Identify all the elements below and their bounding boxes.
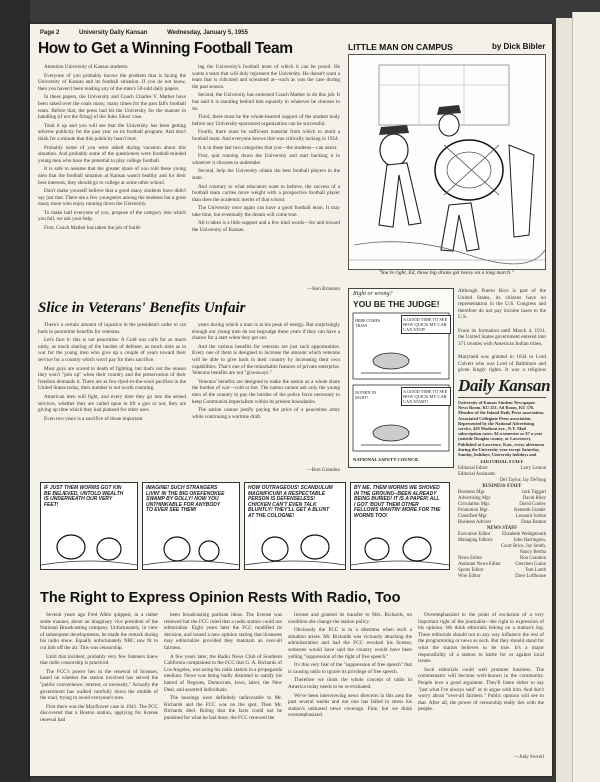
- staff-role: NEWS STAFF: [486, 526, 518, 531]
- comic-strip: [40, 482, 450, 570]
- paragraph: American men will fight, and every time they go into the armed services, whether they are called upon to lift a gun or not, they are giving up time which they had planned for other uses.: [38, 393, 186, 414]
- safety-q1: A GOOD TIME TO SEE HOW QUICK MY CAR CAN STOP!: [401, 315, 451, 334]
- headline-veterans: Slice in Veterans' Benefits Unfair: [38, 300, 246, 316]
- page-edge-outer: [572, 12, 600, 782]
- paragraph: Don't make yourself believe that a good many students have didn't say just that. There are a few youngsters among the students but a great many more who enjoy running down the University.: [38, 188, 186, 208]
- scanner-background: [0, 0, 30, 782]
- paragraph: Total it up and you will see that the University has been getting adverse publicity for the past year on its football program. And don't think for a minute that this publicity hasn't hurt.: [38, 122, 186, 142]
- masthead-rule: [458, 397, 546, 398]
- newspaper-page: [30, 24, 552, 776]
- paragraph: The University once again can have a good football team. It may take time, but eventually the dream will come true.: [192, 205, 340, 218]
- safety-top: Right or wrong?: [353, 291, 393, 297]
- safety-sign1: HERE COMES TRAIN: [355, 318, 381, 328]
- comic-panel-4: [350, 482, 450, 570]
- comic-drawing-3: [245, 525, 345, 569]
- paragraph: And contrary to what educators want to believe, the success of a football team carries more weight with a prospective football player than does the academic merits of that school.: [192, 183, 340, 203]
- staff-role: Managing Editors: [458, 538, 493, 543]
- paragraph: All it takes is a little support and a few kind words—for and toward the University of Kansas.: [192, 220, 340, 234]
- paragraph: First, Coach Mather has taken the job of build-: [44, 225, 142, 232]
- comic-panel-1: [40, 482, 138, 570]
- staff-role: Circulation Mgr.: [458, 502, 490, 507]
- headline-football: How to Get a Winning Football Team: [38, 40, 293, 57]
- paragraph: First, quit running down the University and start backing it in whatever it chooses to undertake.: [192, 153, 340, 166]
- issue-date: Wednesday, January 5, 1955: [167, 30, 248, 36]
- paragraph: been broadcasting partisan ideas. The license was renewed but the FCC ruled that a radio station could not editorialize. Eight years later the FCC modified its decision, and issued a new opinion stating that licensees may editorialize provided they maintain an over-all fairness.: [164, 612, 282, 651]
- paragraph: Let's face it: this is not peacetime. A Cold war calls for as much unity, as much sharing of the burden of defense, as much time as in war for the young men who give up a couple of years toward their service for a country which won't pay for their sacrifice.: [38, 337, 186, 363]
- staff-person: Dave Lofthouse: [515, 574, 546, 578]
- paragraph: Second, the University has endorsed Coach Mather to do this job. It has said it is standing behind him squarely in whatever he chooses to do.: [192, 92, 340, 112]
- paragraph: Second, help the University obtain the best football players in the state.: [192, 168, 340, 181]
- staff-role: Advertising Mgr.: [458, 496, 492, 501]
- safety-q2: A GOOD TIME TO SEE HOW QUICK MY CAR CAN START!: [401, 387, 451, 406]
- paragraph: It is in these last two categories that you—the students—can assist.: [198, 144, 338, 151]
- staff-person: Kenneth Gunder: [514, 508, 546, 513]
- staff-person: Court Brice, Jay Smith,: [500, 544, 546, 549]
- paragraph: Obviously the FCC is in a dilemma when such a situation arises. Mr. Richards was viciously attacking the administration and had the FCC revoked his license, someone would have said the country would have been yelling "suppression of the right of free speech.": [288, 627, 412, 660]
- article2-signature: —Ron Grandon: [306, 467, 340, 473]
- staff-role: Classified Mgr.: [458, 514, 488, 519]
- staff-person: Larry Lemon: [520, 466, 546, 471]
- paragraph: license and granted its transfer to Mrs. Richards, on condition she change the station policy.: [288, 612, 412, 625]
- article2-col2: [192, 322, 340, 468]
- safety-title: YOU BE THE JUDGE!: [353, 299, 440, 309]
- comic-text-2: IMAGINE! SUCH STRANGERS LIVIN' IN THE BIG OKEFENOKEE SWAMP BY GOLLY! NOW YOU UNTHINKABLE FOR ANYBODY TO EVER SEE THEM!: [146, 485, 225, 514]
- paragraph: The nation cannot justify paying the price of a peacetime army while continuing a wartime draft.: [192, 407, 340, 420]
- staff-role: Business Adviser: [458, 520, 492, 525]
- staff-role: Editorial Assistants: [458, 472, 496, 477]
- safety-cartoon-box: [348, 288, 454, 468]
- staff-list: [458, 460, 546, 578]
- staff-role: Business Mgr.: [458, 490, 486, 495]
- staff-person: Dana Beaton: [521, 520, 546, 525]
- comic-drawing-2: [143, 525, 239, 569]
- paragraph: ing the University's football team of which it can be proud. He wants a team that will duly represent the University. He doesn't want a team that is ridiculed and screamed at—such as was the case during the past season.: [192, 64, 340, 90]
- sidebar-facts: Although Puerto Rico is part of the United States, its citizens have no representation in the U.S. Congress and therefore do not pay income taxes to the U.S. From its formation until March 4, 1911, the United States government entered into 371 treaties with American Indian tribes. Maryland was granted in 1634 to Lord Calvert who was Lord of Baltimore and given kingly rights. It was a religious: [458, 288, 546, 374]
- paragraph: Overemphasized to the point of exclusion of a very important right of the journalist—the right to expression of his opinion. We think editorials belong on a station's log. These editorials should not in any way influence the rest of the programming or news as such. But they should stand for what the station believes to be true. It's a major responsibility of a station to battle for or against local issues.: [418, 612, 544, 665]
- cartoon-author: by Dick Bibler: [492, 42, 546, 51]
- article3-signature: —Judy Ferrell: [513, 754, 544, 760]
- comic-drawing-4: [351, 527, 449, 569]
- masthead-title: Daily Kansan: [458, 376, 551, 395]
- paragraph: Veterans' benefits are designed to make the nation as a whole share the burden of war—cold or hot. The nation cannot ask only the young men of the country to pay the burden of the police force necessary to keep Communist imperialism within its present boundaries.: [192, 378, 340, 405]
- paragraph: It is safe to assume that the greater share of you told these young men that the football situation at Kansas wasn't healthy and for their best interests, they should go to college at some other school.: [38, 166, 186, 186]
- paper-name: University Daily Kansan: [79, 30, 148, 36]
- staff-role: Editorial Editor: [458, 466, 488, 471]
- staff-person: Ron Grandon: [520, 556, 546, 561]
- paragraph: Attention University of Kansas students:: [44, 64, 129, 70]
- staff-row: [458, 574, 546, 578]
- staff-person: Del Taylor, Jay DeYong: [499, 478, 546, 483]
- paragraph: To make half everyone of you, propose of the category into which you fall, we ask your help.: [38, 209, 186, 223]
- staff-role: Executive Editor: [458, 532, 491, 537]
- article1-signature: —Ken Brannon: [307, 286, 340, 292]
- comic-panel-3: [244, 482, 346, 570]
- staff-person: Nancy Bertha: [519, 550, 546, 555]
- staff-role: Sports Editor: [458, 568, 484, 573]
- page-header: [40, 30, 266, 36]
- staff-rows: [458, 466, 546, 578]
- comic-text-4: BY ME, THEM WORMS WE SHOVED IN THE GROUND--BEEN ALREADY BEING BURIED! IT IS A PAPER! ALL I GOT 'BOUT THEM OTHER FELLOWS WANTIN' MORE FOR THE WORMS TOO!: [354, 485, 441, 519]
- cartoon-caption: "You're right, Ed, those big drums get heavy on a long march.": [378, 270, 514, 276]
- staff-person: Tom Lamb: [524, 568, 546, 573]
- paragraph: Until that incident, probably very few listeners knew that radio censorship is practiced.: [40, 653, 158, 667]
- paragraph: Most guys are scared to death of fighting, but that's not the reason they won't "join up" when their country and the preservation of their freedom demands it. There are as few dyed-in-the-wool pacifists in the United States today, their number is not worth counting.: [38, 365, 186, 392]
- masthead-info: University of Kansas Student Newspaper. News Room, KU 251. Ad Room, KU 376. Member of the Inland Daily Press association. Associated Collegiate Press association. Represented by the National Advertising service, 420 Madison ave., N.Y. Mail subscription rates: $4 a semester or $7 a year (outside Douglas county, or Lawrence). Published at Lawrence, Kan., every afternoon during the University year except Saturday, Sunday, holidays, University holidays and: [458, 400, 545, 458]
- paragraph: We've been interviewing news directors in this area the past several weeks and not one has failed to stress his station's unbiased news coverage. Fine, but we think overemphasized.: [288, 692, 412, 719]
- article1-col2: [192, 64, 340, 286]
- comic-text-3: HOW OUTRAGEOUS! SCANDULUM MAGNIFICUM! A RESPECTABLE PERSON IS DEFENSELESS! CHICKEN CAN'T EVEN TALK BLUNTLY! THEY'LL GET A BLUNT AT THE COLOGNE!: [248, 485, 333, 519]
- little-man-cartoon: [348, 54, 546, 270]
- paragraph: And the various benefits for veterans are just such opportunities. Every one of them is designed to increase the amount which veterans will be able to give back to their country by increasing their own capabilities. That's one of the remarkable features of private enterprise. Veterans benefits are not "giveaways.": [192, 343, 340, 377]
- staff-role: Promotion Mgr.: [458, 508, 489, 513]
- paragraph: Third, there must be the whole-hearted support of the student body before any University-sponsored organization can be successful.: [192, 114, 340, 127]
- comic-drawing-1: [41, 521, 137, 569]
- staff-role: Assistant News Editor: [458, 562, 501, 567]
- staff-person: Gretchen Guinn: [515, 562, 546, 567]
- editorial-staff-heading: EDITORIAL STAFF: [480, 460, 524, 465]
- paragraph: Such editorials could well promote business. The commentator will become well-known in the community. People love a good argument. They'll listen either to say "just what I've always said" or to argue with him. And don't worry about "over-all fairness." Public opinion will see to that. After all, the power of censorship really lies with the people.: [418, 666, 544, 713]
- paragraph: Fourth, there must be sufficient material from which to mold a football team. And everyone knows that was critically lacking in 1954.: [192, 129, 340, 142]
- article3-col3: [288, 612, 412, 762]
- comic-panel-2: [142, 482, 240, 570]
- article3-col4: [418, 612, 544, 754]
- marching-band-drawing: [349, 55, 545, 269]
- paragraph: In these papers, the University and Coach Charles V. Mather have been raked over the coals many, many times for the past fall's football team. Before that, the press had hit the University for the manner in handling (if not the firing) of the Jules Sikes' case.: [38, 94, 186, 121]
- staff-person: Jack Taggart: [521, 490, 546, 495]
- paragraph: Several years ago Fred Allen quipped, in a rather snide manner, about an imaginary vice president of the National Broadcasting company. Unfortunately, in view of subsequent developments, he made the remark during his radio show. Equally unfortunately NBC saw fit to cut him off the air. This was censorship.: [40, 612, 158, 651]
- staff-role: BUSINESS STAFF: [482, 484, 522, 489]
- safety-footer: NATIONAL SAFETY COUNCIL: [353, 457, 420, 462]
- article1-col1: [38, 64, 186, 286]
- paragraph: Even two years is a sacrifice of those important: [44, 415, 143, 422]
- staff-person: Leonard Jordan: [516, 514, 546, 519]
- staff-role: Wire Editor: [458, 574, 481, 578]
- paragraph: It's this very fear of the "suppression of free speech" that is causing radio to ignore its privilege of free speech.: [288, 662, 412, 675]
- paragraph: Everyone of you probably knows the problem that is facing the University of Kansas and its football situation. If you do not know, then you haven't been reading any of the state's 50-odd daily papers.: [38, 72, 186, 92]
- paragraph: There's a certain amount of injustice in the president's order to cut back in peacetime benefits for veterans.: [38, 322, 186, 335]
- staff-person: David Riley: [522, 496, 546, 501]
- article3-col2: [164, 612, 282, 762]
- article3-col1: [40, 612, 158, 762]
- staff-person: Elizabeth Weidgmouth: [502, 532, 546, 537]
- comic-text-1: IF JUST THEM WORMS GOT KIN BE BELIEVED, UNTOLD WEALTH IS UNDERNEATH OUR VERY FEET!: [44, 485, 124, 508]
- paragraph: The hearings were definitely unfavorable to Mr. Richards and the FCC was on the spot. Then Mr. Richards died. Ruling that the facts could not be punished for what he had done, the FCC renewed the: [164, 695, 282, 721]
- paragraph: years during which a man is at his peak of energy. But surprisingly enough our young men do not begrudge these years if they can have a chance for a start when they get out.: [192, 322, 340, 342]
- staff-role: News Editor: [458, 556, 483, 561]
- paragraph: First there was the Mayflower case in 1941. The FCC discovered that a Boston station, applying for license renewal had: [40, 703, 158, 723]
- paragraph: Therefore we think the whole concept of radio in America today needs to be re-evaluated.: [288, 677, 412, 690]
- article2-col1: [38, 322, 186, 472]
- paragraph: Probably some of you were asked during vacation about this situation. And probably some of the questioners were football-minded young men who have the potential to play college football.: [38, 144, 186, 164]
- headline-radio: The Right to Express Opinion Rests With Radio, Too: [40, 590, 401, 606]
- safety-sign2: NOTHIN' IN SIGHT!: [355, 390, 377, 400]
- cartoon-title: LITTLE MAN ON CAMPUS: [348, 42, 453, 52]
- staff-person: David Cooley: [519, 502, 546, 507]
- staff-person: John Harrington,: [513, 538, 546, 543]
- page-number: Page 2: [40, 30, 60, 36]
- paragraph: A few years later, the Radio News Club of Southern California complained to the FCC that G. A. Richards of Los Angeles, was using his radio station in a propaganda medium. News was being badly distorted to satisfy his hatred of Negroes, Democrats, Jews, labor, the New Deal, and assorted individuals.: [164, 653, 282, 693]
- paragraph: The FCC's power lies in the renewal of licenses, based on whether the station involved has served the "public convenience, interest, or necessity." Actually the government has walked carefully down the middle of the road, trying to avoid everyone's toes.: [40, 668, 158, 702]
